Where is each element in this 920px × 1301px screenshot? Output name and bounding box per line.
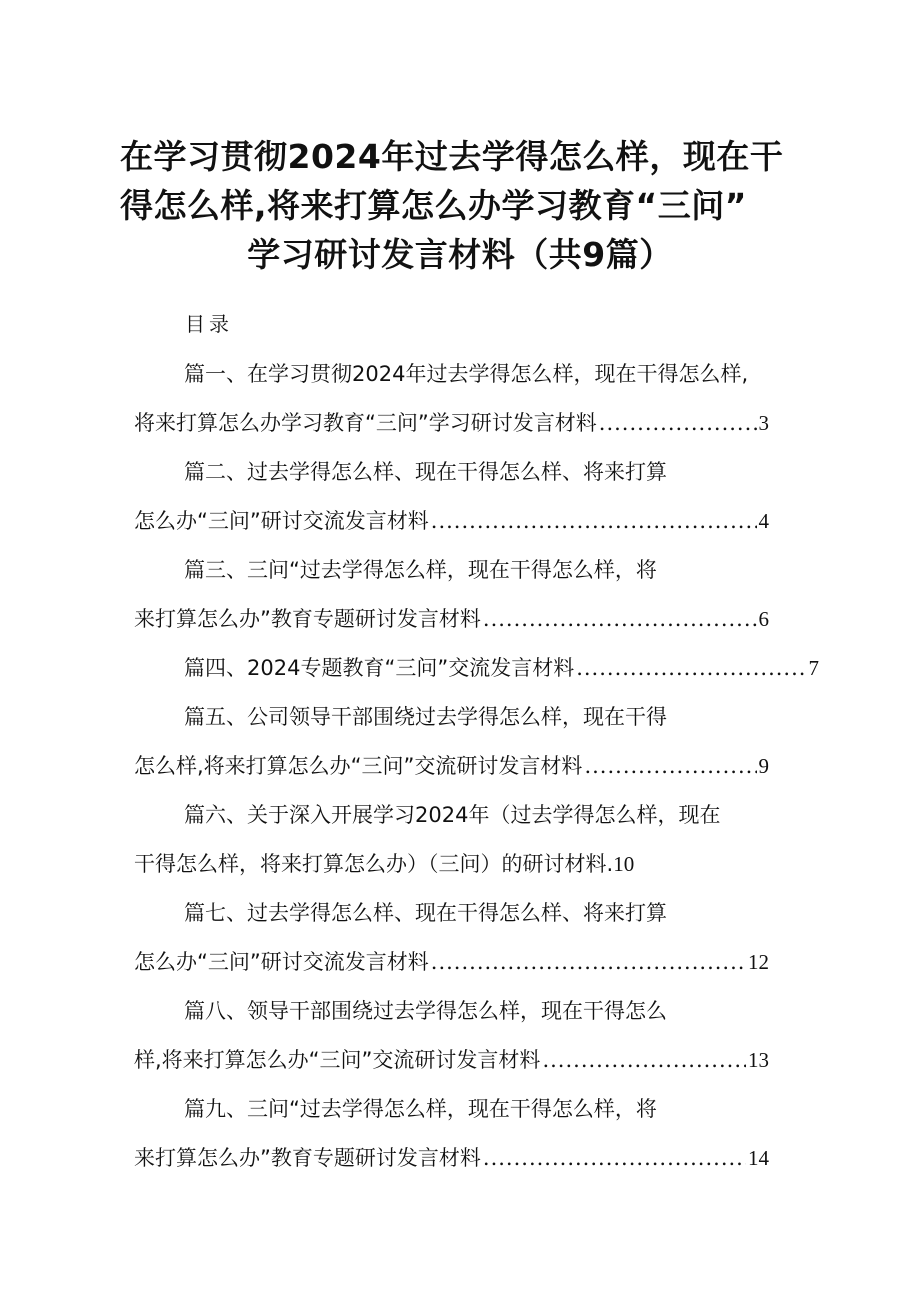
toc-entry-title: 篇四、2024专题教育“三问”交流发言材料 [184,656,575,680]
toc-entry-title: 篇三、三问“过去学得怎么样，现在干得怎么样，将 [184,558,657,582]
title-line-1: 在学习贯彻2024年过去学得怎么样，现在干 [120,137,784,176]
toc-page-number: 14 [748,1146,769,1170]
toc-page-number: 4 [758,509,769,533]
dot-leader [483,1134,746,1183]
toc-single-row [134,644,819,693]
toc-entry-title-cont: 将来打算怎么办学习教育“三问”学习研讨发言材料 [134,411,597,435]
dot-leader [599,399,757,448]
toc-entry-title-cont: 样,将来打算怎么办“三问”交流研讨发言材料 [134,1048,541,1072]
toc-entry-title-cont: 干得怎么样，将来打算怎么办）（三问）的研讨材料. [134,852,614,876]
toc-entry-9[interactable] [134,1085,784,1183]
toc-page-number: 6 [758,607,769,631]
toc-heading: 目录 [185,312,233,336]
dot-leader [431,938,746,987]
toc-page-number: 3 [758,411,769,435]
title-line-2: 得怎么样,将来打算怎么办学习教育“三问” [120,186,747,225]
toc-entry-2[interactable] [134,448,784,546]
toc-entry-6[interactable] [134,791,784,889]
toc-page-number: 10 [613,852,635,876]
toc-entry-title: 篇六、关于深入开展学习2024年（过去学得怎么样，现在 [184,803,721,827]
toc-entry-title: 篇九、三问“过去学得怎么样，现在干得怎么样，将 [184,1097,657,1121]
title-line-3: 学习研讨发言材料（共9篇） [247,235,673,274]
toc-page-number: 12 [748,950,769,974]
dot-leader [576,644,806,693]
toc-entry-4[interactable] [134,644,819,693]
toc-entry-7[interactable] [134,889,784,987]
toc-page-number: 7 [808,656,819,680]
toc-entry-title-cont: 来打算怎么办”教育专题研讨发言材料 [134,607,481,631]
dot-leader [431,497,757,546]
toc-entry-1[interactable] [134,350,784,448]
toc-entry-title: 篇二、过去学得怎么样、现在干得怎么样、将来打算 [184,460,667,484]
toc-entry-title-cont: 怎么样,将来打算怎么办“三问”交流研讨发言材料 [134,754,583,778]
dot-leader [483,595,757,644]
toc-page-number: 9 [758,754,769,778]
toc-entry-5[interactable] [134,693,784,791]
toc-entry-title: 篇一、在学习贯彻2024年过去学得怎么样，现在干得怎么样, [184,362,749,386]
toc-page-number: 13 [748,1048,769,1072]
toc-entry-title: 篇七、过去学得怎么样、现在干得怎么样、将来打算 [184,901,667,925]
toc-entry-title: 篇八、领导干部围绕过去学得怎么样，现在干得怎么 [184,999,667,1023]
document-title [120,132,800,279]
toc-entry-8[interactable] [134,987,784,1085]
toc-entry-title-cont: 怎么办“三问”研讨交流发言材料 [134,509,429,533]
toc-entry-3[interactable] [134,546,784,644]
toc-entry-title: 篇五、公司领导干部围绕过去学得怎么样，现在干得 [184,705,667,729]
dot-leader [584,742,756,791]
toc-entry-title-cont: 来打算怎么办”教育专题研讨发言材料 [134,1146,481,1170]
toc-entry-title-cont: 怎么办“三问”研讨交流发言材料 [134,950,429,974]
dot-leader [542,1036,746,1085]
